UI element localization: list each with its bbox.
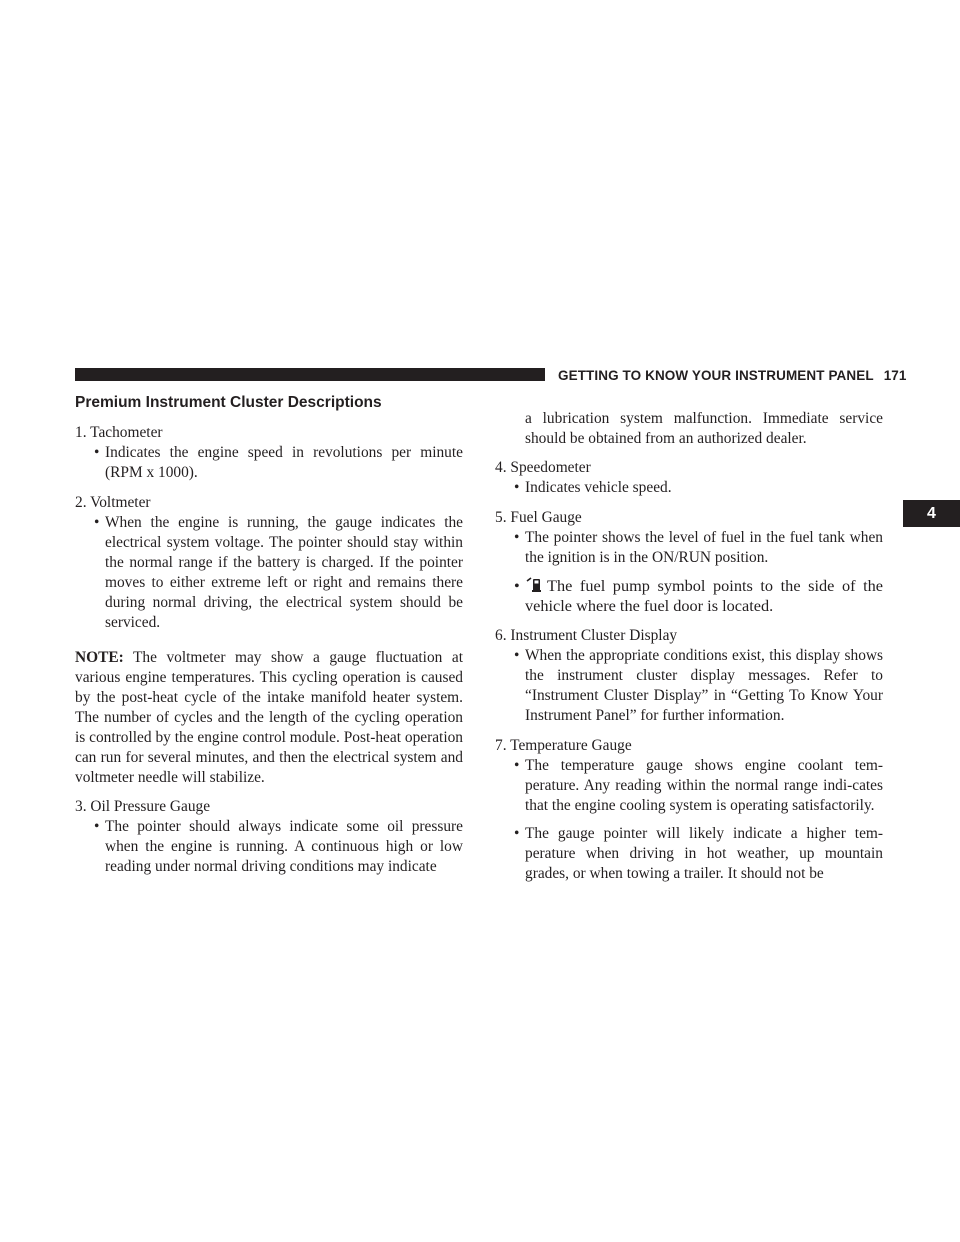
list-item-fuel-gauge — [495, 508, 883, 616]
chapter-tab[interactable]: 4 — [903, 500, 960, 527]
bullet-point: • The pointer should always indicate some oil pressure when the engine is running. A continuous high or low reading under normal driving conditions may indicate — [94, 818, 463, 876]
item-title: 5. Fuel Gauge — [495, 509, 582, 527]
right-column — [495, 394, 883, 894]
list-item-voltmeter — [75, 493, 463, 633]
fuel-pump-icon — [525, 577, 543, 593]
note-label: NOTE: — [75, 649, 124, 667]
continued-text: a lubrication system malfunction. Immediate service should be obtained from an authorized dealer. — [525, 410, 883, 448]
bullet-point: • The fuel pump symbol points to the side of the vehicle where the fuel door is located. — [514, 576, 883, 616]
bullet-point: • Indicates vehicle speed. — [514, 479, 672, 497]
section-heading: Premium Instrument Cluster Descriptions — [75, 394, 382, 411]
item-title: 4. Speedometer — [495, 459, 591, 477]
left-column — [75, 393, 463, 887]
bullet-point: • When the appropriate conditions exist, this display shows the instrument cluster display messages. Refer to “Instrument Cluster Display” in “Getting To Know Your Instrument Panel” for further information. — [514, 647, 883, 725]
list-item-oil-pressure — [75, 797, 463, 877]
item-title: 2. Voltmeter — [75, 494, 151, 511]
item-title: 7. Temperature Gauge — [495, 737, 632, 755]
note-paragraph: NOTE: The voltmeter may show a gauge fluctuation at various engine temperatures. This cycling operation is caused by the post-heat cycle of the intake manifold heater system. The number of cycles and the length of the cycling operation is controlled by the engine control module. Post-heat operation can run for several minutes, and then the electrical system and voltmeter needle will stabilize. — [75, 649, 463, 787]
list-item-cluster-display — [495, 626, 883, 726]
list-item-temperature-gauge — [495, 736, 883, 884]
bullet-point: • When the engine is running, the gauge indicates the electrical system voltage. The pointer should stay within the normal range if the battery is charged. If the pointer moves to either extreme left or right and remains there during normal driving, the electrical system should be serviced. — [94, 514, 463, 631]
item-title: 6. Instrument Cluster Display — [495, 627, 678, 645]
section-title: GETTING TO KNOW YOUR INSTRUMENT PANEL — [558, 368, 874, 383]
running-header — [558, 368, 907, 384]
bullet-point: • The temperature gauge shows engine coolant tem-perature. Any reading within the normal range indi-cates that the engine cooling system is operating satisfactorily. — [514, 757, 883, 815]
bullet-point: • Indicates the engine speed in revolutions per minute (RPM x 1000). — [94, 444, 463, 481]
list-item-speedometer — [495, 458, 883, 498]
list-item-tachometer — [75, 423, 463, 483]
page-number: 171 — [883, 368, 907, 383]
bullet-point: • The pointer shows the level of fuel in the fuel tank when the ignition is in the ON/RUN position. — [514, 529, 883, 567]
item-title: 1. Tachometer — [75, 424, 163, 441]
item-title: 3. Oil Pressure Gauge — [75, 798, 211, 816]
header-rule — [75, 368, 545, 381]
bullet-point: • The gauge pointer will likely indicate a higher tem-perature when driving in hot weather, up mountain grades, or when towing a trailer. It should not be — [514, 825, 883, 883]
